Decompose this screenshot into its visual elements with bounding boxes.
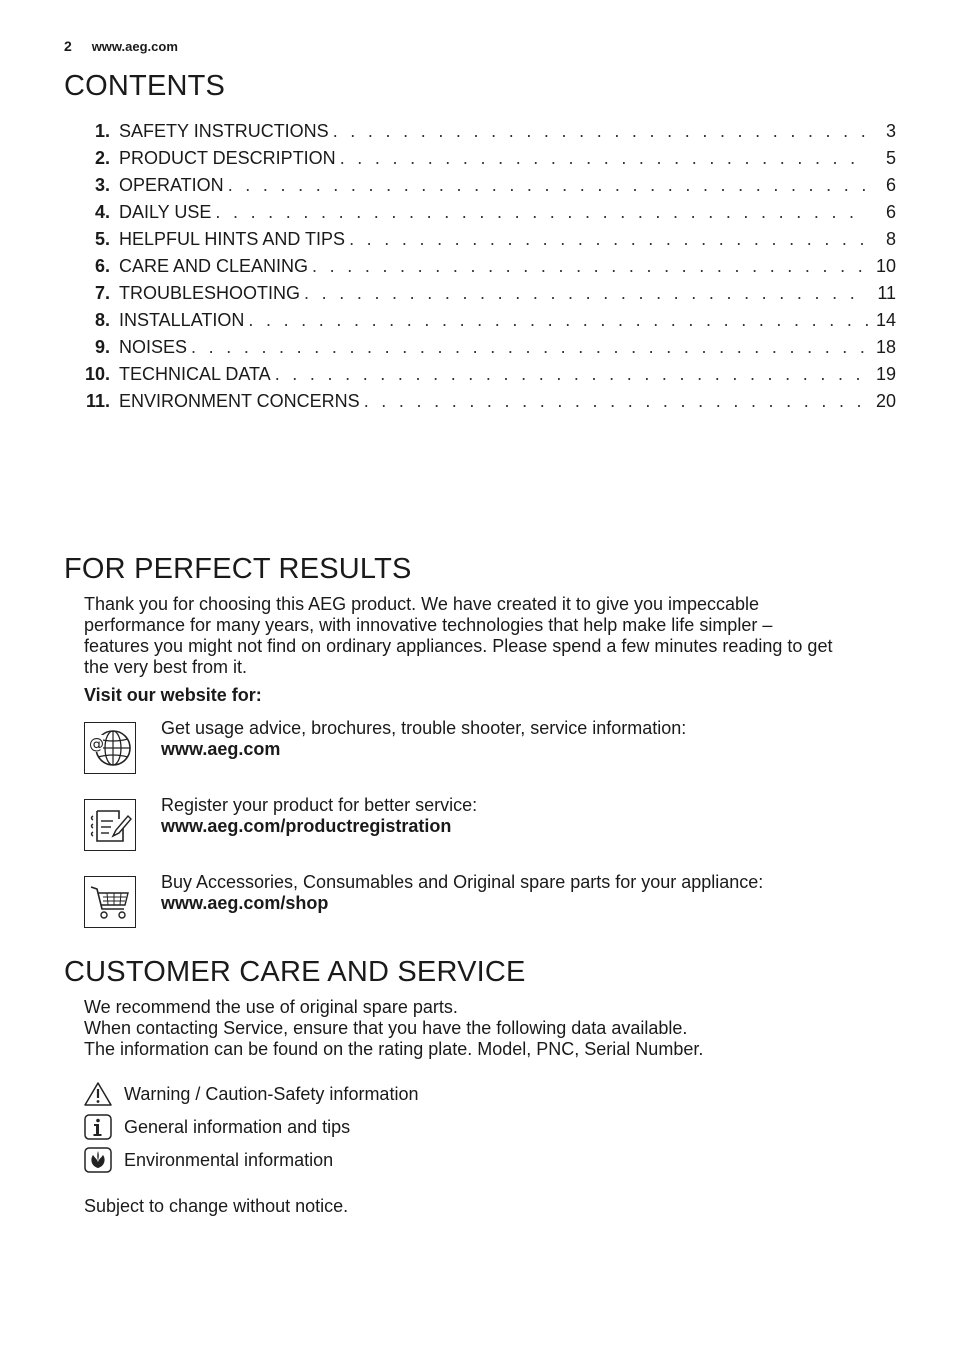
service-item-registration [84, 795, 884, 851]
toc-leader-dots [349, 229, 868, 250]
toc-leader-dots [312, 256, 868, 277]
toc-item-page: 10 [875, 256, 896, 276]
toc-item[interactable] [70, 148, 896, 175]
legend-label: General information and tips [124, 1116, 351, 1137]
toc-item-label: TECHNICAL DATA [119, 364, 271, 384]
toc-item[interactable] [70, 202, 896, 229]
service-item-shop [84, 872, 884, 928]
toc-item-page: 14 [875, 310, 896, 330]
toc-leader-dots [191, 337, 868, 358]
service-description: Get usage advice, brochures, trouble shooter, service information: [161, 718, 687, 738]
service-text-block [161, 872, 763, 928]
toc-leader-dots [275, 364, 868, 385]
registration-icon [84, 799, 136, 851]
toc-item[interactable] [70, 175, 896, 202]
legend-label: Environmental information [124, 1149, 334, 1170]
contents-heading: CONTENTS [64, 70, 226, 102]
toc-item-number: 6. [94, 256, 110, 276]
toc-item-label: OPERATION [119, 175, 224, 195]
website-link[interactable]: www.aeg.com [161, 739, 281, 759]
care-line: When contacting Service, ensure that you have the following data available. [84, 1018, 688, 1038]
service-description: Buy Accessories, Consumables and Original spare parts for your appliance: [161, 872, 764, 892]
toc-item-number: 5. [94, 229, 110, 249]
shopping-cart-icon [84, 876, 136, 928]
legend-item-warning [84, 1081, 418, 1107]
care-line: The information can be found on the rating plate. Model, PNC, Serial Number. [84, 1039, 704, 1059]
results-heading: FOR PERFECT RESULTS [64, 553, 412, 585]
toc-leader-dots [304, 283, 868, 304]
toc-item-label: DAILY USE [119, 202, 212, 222]
service-text-block [161, 718, 686, 774]
product-registration-link[interactable]: www.aeg.com/productregistration [161, 816, 452, 836]
care-line: We recommend the use of original spare parts. [84, 997, 458, 1017]
toc-item-label: NOISES [119, 337, 188, 357]
toc-item-page: 20 [875, 391, 896, 411]
intro-line: performance for many years, with innovative technologies that help make life simpler – [84, 615, 773, 635]
toc-item-number: 1. [94, 121, 110, 141]
toc-item-page: 3 [885, 121, 896, 141]
table-of-contents [70, 121, 896, 418]
toc-item-label: HELPFUL HINTS AND TIPS [119, 229, 346, 249]
toc-item[interactable] [70, 391, 896, 418]
toc-item[interactable] [70, 229, 896, 256]
toc-item[interactable] [70, 256, 896, 283]
toc-leader-dots [248, 310, 868, 331]
intro-line: features you might not find on ordinary appliances. Please spend a few minutes reading to get [84, 636, 833, 656]
toc-item[interactable] [70, 364, 896, 391]
intro-paragraph [84, 594, 904, 678]
toc-item-page: 6 [885, 202, 896, 222]
page-header [64, 38, 178, 54]
toc-leader-dots [333, 121, 868, 142]
toc-item-page: 8 [885, 229, 896, 249]
toc-item-label: INSTALLATION [119, 310, 245, 330]
change-notice: Subject to change without notice. [84, 1196, 349, 1216]
toc-item-number: 3. [94, 175, 110, 195]
legend-label: Warning / Caution-Safety information [124, 1083, 419, 1104]
toc-item[interactable] [70, 283, 896, 310]
service-description: Register your product for better service: [161, 795, 478, 815]
toc-item-page: 5 [885, 148, 896, 168]
toc-leader-dots [364, 391, 868, 412]
toc-item-page: 19 [875, 364, 896, 384]
toc-item-number: 7. [94, 283, 110, 303]
service-item-advice [84, 718, 884, 774]
customer-care-heading: CUSTOMER CARE AND SERVICE [64, 956, 526, 988]
toc-leader-dots [340, 148, 868, 169]
toc-item-number: 8. [94, 310, 110, 330]
shop-link[interactable]: www.aeg.com/shop [161, 893, 329, 913]
toc-item-number: 11. [85, 391, 110, 411]
toc-item-number: 4. [94, 202, 110, 222]
legend-item-info [84, 1114, 350, 1140]
svg-text:@: @ [89, 735, 104, 753]
info-icon [84, 1114, 112, 1140]
intro-line: the very best from it. [84, 657, 248, 677]
toc-item-label: ENVIRONMENT CONCERNS [119, 391, 360, 411]
toc-leader-dots [215, 202, 868, 223]
toc-item-number: 10. [84, 364, 110, 384]
intro-line: Thank you for choosing this AEG product. We have created it to give you impeccable [84, 594, 760, 614]
page-number: 2 [64, 38, 72, 54]
warning-icon [84, 1081, 112, 1107]
toc-item[interactable] [70, 310, 896, 337]
toc-item[interactable] [70, 337, 896, 364]
toc-item-label: SAFETY INSTRUCTIONS [119, 121, 329, 141]
toc-item-label: PRODUCT DESCRIPTION [119, 148, 336, 168]
visit-label: Visit our website for: [84, 685, 262, 705]
header-url[interactable]: www.aeg.com [91, 39, 178, 54]
toc-item-page: 6 [885, 175, 896, 195]
toc-leader-dots [228, 175, 868, 196]
environment-icon [84, 1147, 112, 1173]
customer-care-paragraph [84, 997, 904, 1060]
globe-icon [84, 722, 136, 774]
toc-item-number: 9. [94, 337, 110, 357]
toc-item[interactable] [70, 121, 896, 148]
toc-item-label: TROUBLESHOOTING [119, 283, 301, 303]
toc-item-number: 2. [94, 148, 110, 168]
service-text-block [161, 795, 477, 851]
toc-item-page: 11 [877, 283, 896, 303]
legend-item-environment [84, 1147, 333, 1173]
toc-item-page: 18 [875, 337, 896, 357]
toc-item-label: CARE AND CLEANING [119, 256, 309, 276]
